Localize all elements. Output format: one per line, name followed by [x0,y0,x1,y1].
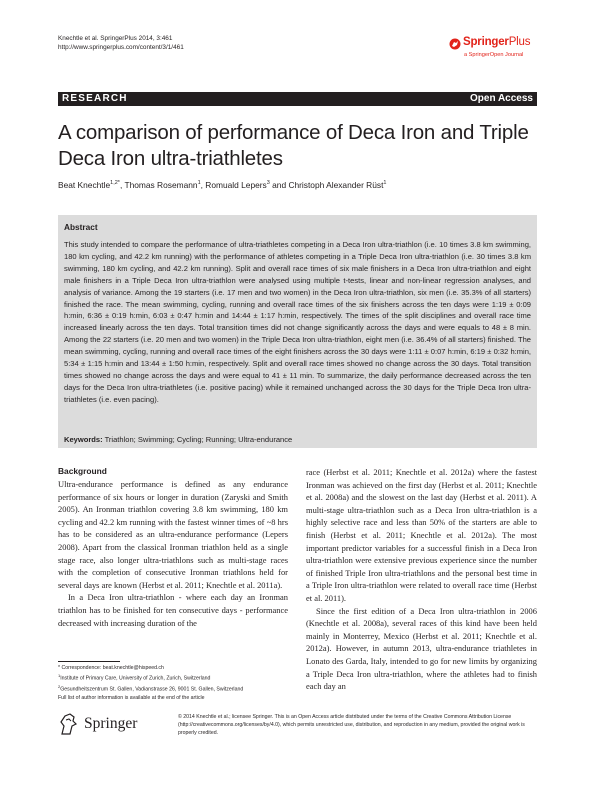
abstract-heading: Abstract [64,222,98,232]
abstract-box [58,215,537,448]
paragraph: race (Herbst et al. 2011; Knechtle et al. 2012a) where the fastest Ironman was achieved on the first day (Herbst et al. 2011; Knechtle et al. 2008a) and the slowest on the last day (Herbst et al. 2011). A multi-stage ultra-triathlon such as a Deca Iron ultra-triathlon is a highly selective race and less than 50% of the starters are able to finish (Herbst et al. 2011; Knechtle et al. 2012a). The most important predictor variables for a successful finish in a Deca Iron ultra-triathlon were extensive previous experience since the number of finished Triple Iron ultra-triathlons and the personal best time in a Triple Iron ultra-triathlon were related to overall race time (Herbst et al. 2011). [306,467,537,603]
keywords-label: Keywords: [64,435,103,444]
correspondence-note[interactable]: * Correspondence: beat.knechtle@hispeed.ch [58,665,164,671]
keywords-list: Triathlon; Swimming; Cycling; Running; Ultra-endurance [104,435,293,444]
author-list: Beat Knechtle$^{1,2*}$, Thomas Rosemann$^1$, Romuald Lepers$^3$ and Christoph Alexander Rüst$^1$ [58,180,387,190]
abstract-text: This study intended to compare the performance of ultra-triathletes competing in a Deca Iron ultra-triathlon (i.e. 10 times 3.8 km swimming, 180 km cycling, and 42.2 km running) with the performance of athletes competing in a Triple Deca Iron ultra-triathlon (i.e. 30 times 3.8 km swimming, 180 km cycling, and 42.2 km running). Split and overall race times of six male finishers in a Deca Iron ultra-triathlon and eight male finishers in a Triple Deca Iron ultra-triathlon were analysed using multiple t-tests, linear and non-linear regression analyses, and analysis of variance. Among the 19 starters (i.e. 17 men and two women) in the Deca Iron ultra-triathlon, six men (i.e. 35.3% of all starters) finished the race. The mean swimming, cycling, running and overall race times of the six finishers across the ten days were 1:19 ± 0:09 h:min, 6:36 ± 0:19 h:min, 6:03 ± 0:47 h:min and 14:44 ± 1:17 h:min, respectively. The times of the split disciplines and overall race time increased linearly across the ten days. Total transition times did not change significantly across the days and were equals to 48 ± 8 min. Among the 22 starters (i.e. 20 men and two women) in the Triple Deca Iron ultra-triathlon, eight men (i.e. 36.4% of all starters) finished. The mean swimming, cycling, running and overall race times of the eight finishers across the 30 days were 1:11 ± 0:07 h:min, 6:19 ± 0:32 h:min, 5:34 ± 1:15 h:min and 13:44 ± 1:50 h:min, respectively. Split and overall race times showed no change across the 30 days. Total transition times showed no change across the days and were equal to 41 ± 11 min. To summarize, the daily performance decreased across the ten days for the Deca Iron ultra-triathletes (i.e. positive pacing) while it remained unchanged across the 30 days for the Triple Deca Iron ultra-triathletes (i.e. even pacing). [64,240,531,404]
brand-tagline: a SpringerOpen Journal [464,52,524,58]
author-name[interactable]: Romuald Lepers [205,180,267,190]
affiliation-note: $^2$Gesundheitszentrum St. Gallen, Vadianstrasse 26, 9001 St. Gallen, Switzerland [58,683,244,693]
keywords [64,435,531,444]
footnote-divider [58,661,120,662]
article-type-banner [58,92,537,106]
paragraph: Ultra-endurance performance is defined as any endurance performance of six hours or longer in duration (Zaryski and Smith 2005). An Ironman triathlon covering 3.8 km swimming, 180 km cycling and 42.2 km running with the fastest winner times of ~8 hrs has to be considered as an ultra-endurance performance (Lepers 2008). Apart from the classical Ironman triathlon held as a single stage race, also longer ultra-triathlons such as multi-stage races with the completion of consecutive Ironman triathlons held for several days are known (Herbst et al. 2011; Knechtle et al. 2011a). [58,479,288,590]
author-name[interactable]: Thomas Rosemann [124,180,198,190]
article-type: RESEARCH [62,93,128,104]
publisher-name: Springer [84,715,138,732]
springer-publisher-logo [58,712,148,736]
article-title: A comparison of performance of Deca Iron and Triple Deca Iron ultra-triathletes [58,121,529,170]
affiliation-note: $^1$Institute of Primary Care, University of Zurich, Zurich, Switzerland [58,673,211,682]
springer-horse-icon [449,38,461,50]
author-affiliation: 1,2* [110,180,120,187]
license-text: © 2014 Knechtle et al.; licensee Springer. This is an Open Access article distributed under the terms of the Creative Commons Attribution License (http://creativecommons.org/licenses/by/4.0), which permits unrestricted use, distribution, and reproduction in any medium, provided the original work is properly credited. [178,714,525,737]
paragraph: In a Deca Iron ultra-triathlon - where each day an Ironman triathlon has to be finished for ten consecutive days - performance decreased with increasing duration of the [58,592,288,628]
author-info-note: Full list of author information is available at the end of the article [58,694,205,701]
author-name[interactable]: Christoph Alexander Rüst [288,180,384,190]
author-name[interactable]: Beat Knechtle [58,180,111,190]
article-url[interactable]: http://www.springerplus.com/content/3/1/461 [58,44,184,51]
author-affiliation: 3 [266,180,270,187]
brand-name: SpringerPlus [463,36,531,48]
section-heading: Background [58,466,107,476]
paragraph: Since the first edition of a Deca Iron ultra-triathlon in 2006 (Knechtle et al. 2008a), several races of this kind have been held mainly in Monterrey, Mexico (Herbst et al. 2011; Knechtle et al. 2012a). However, in autumn 2013, ultra-endurance triathletes in Lonato des Garda, Italy, intended to go for new limits by organizing a Triple Deca Iron ultra-triathlon, where the athletes had to finish each day an [306,605,537,692]
body-column-left [58,466,288,629]
springerplus-logo [449,36,545,66]
citation-block [58,34,184,52]
author-affiliation: 1 [197,180,201,187]
footnotes [58,664,290,702]
springer-knight-icon [58,712,80,736]
citation: Knechtle et al. SpringerPlus 2014, 3:461 [58,35,173,42]
author-affiliation: 1 [383,180,387,187]
body-column-right [306,466,537,693]
open-access-label: Open Access [470,93,533,104]
